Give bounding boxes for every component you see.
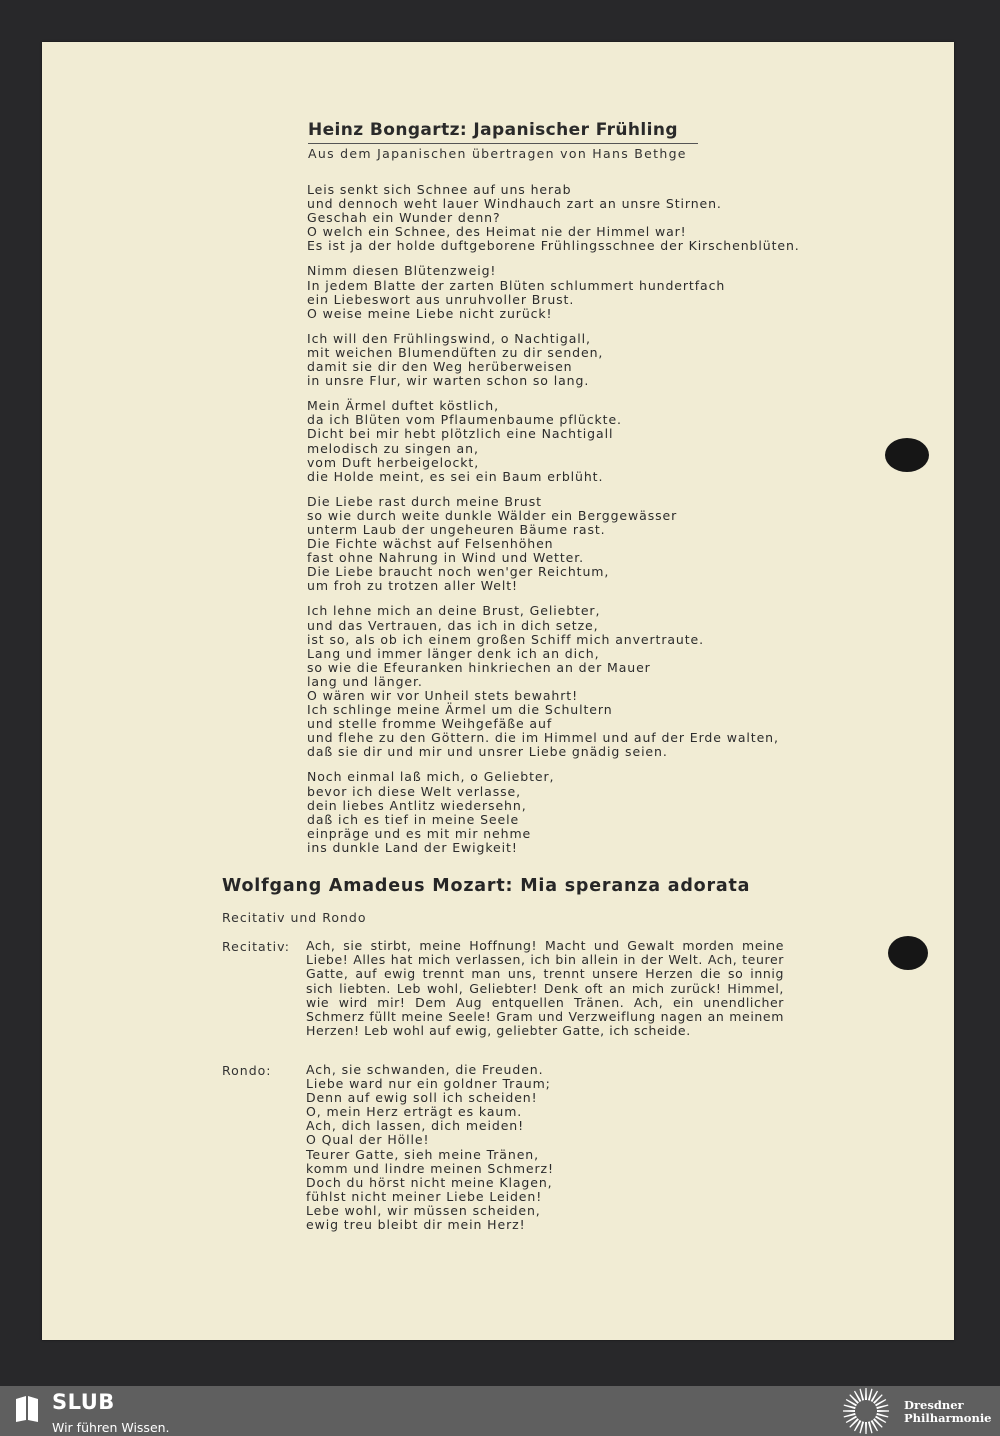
section-title-bongartz: Heinz Bongartz: Japanischer Frühling [308,120,678,140]
poem-line: Es ist ja der holde duftgeborene Frühlingsschnee der Kirschenblüten. [307,238,800,254]
poem-line: Nimm diesen Blütenzweig! [307,263,497,279]
poem-line: damit sie dir den Weg herüberweisen [307,359,573,375]
poem-line: ist so, als ob ich einem großen Schiff mich anvertraute. [307,631,705,647]
poem-line: da ich Blüten vom Pflaumenbaume pflückte. [307,412,622,428]
poem-line: und stelle fromme Weihgefäße auf [307,716,553,732]
poem-line: Lang und immer länger denk ich an dich, [307,645,600,661]
rondo-line: ewig treu bleibt dir mein Herz! [306,1217,526,1233]
poem-stanza [307,399,907,484]
poem-line: Die Liebe braucht noch wen'ger Reichtum, [307,564,610,580]
rondo-line: Liebe ward nur ein goldner Traum; [306,1076,551,1092]
poem-line: Ich schlinge meine Ärmel um die Schultern [307,702,613,718]
rondo-text [306,1063,706,1232]
poem-line: Ich will den Frühlingswind, o Nachtigall, [307,330,591,346]
sunburst-logo-icon[interactable] [840,1386,892,1436]
rondo-label: Rondo: [222,1063,272,1078]
poem-line: O wären wir vor Unheil stets bewahrt! [307,688,578,703]
poem-stanza [307,183,907,253]
poem-line: Die Fichte wächst auf Felsenhöhen [307,536,554,552]
document-page [42,42,954,1340]
poem-line: und dennoch weht lauer Windhauch zart an unsre Stirnen. [307,196,722,212]
poem-line: ins dunkle Land der Ewigkeit! [307,839,518,855]
poem-line: Geschah ein Wunder denn? [307,210,501,226]
poem-line: Mein Ärmel duftet köstlich, [307,398,500,414]
poem-line: um froh zu trotzen aller Welt! [307,578,518,594]
poem-stanza [307,604,907,759]
poem-line: Dicht bei mir hebt plötzlich eine Nachtigall [307,426,614,442]
poem-line: O weise meine Liebe nicht zurück! [307,305,553,321]
poem-line: dein liebes Antlitz wiedersehn, [307,797,527,813]
rondo-line: Ach, sie schwanden, die Freuden. [306,1062,544,1077]
rondo-line: O, mein Herz erträgt es kaum. [306,1104,523,1120]
recitativ-label: Recitativ: [222,939,291,954]
rondo-line: O Qual der Hölle! [306,1132,430,1148]
poem-stanza [307,770,907,855]
partner-logo-text[interactable]: Dresdner Philharmonie [904,1398,992,1425]
rondo-line: Doch du hörst nicht meine Klagen, [306,1174,553,1190]
poem-line: Die Liebe rast durch meine Brust [307,493,542,509]
footer-bar [0,1386,1000,1436]
poem-stanza [307,495,907,594]
punch-hole [888,936,928,970]
poem-line: daß ich es tief in meine Seele [307,811,520,827]
section-subtitle-bongartz: Aus dem Japanischen übertragen von Hans Bethge [308,146,687,161]
rondo-line: Lebe wohl, wir müssen scheiden, [306,1202,541,1218]
rondo-line: Ach, dich lassen, dich meiden! [306,1118,525,1134]
poem-line: bevor ich diese Welt verlasse, [307,783,522,799]
section-subtitle-mozart: Recitativ und Rondo [222,910,367,925]
rondo-line: Denn auf ewig soll ich scheiden! [306,1090,538,1106]
poem-line: einpräge und es mit mir nehme [307,825,532,841]
poem-text [307,183,907,866]
slub-logo-text[interactable]: SLUB [52,1390,115,1414]
poem-line: melodisch zu singen an, [307,440,479,456]
poem-line: Noch einmal laß mich, o Geliebter, [307,769,555,785]
rondo-line: komm und lindre meinen Schmerz! [306,1160,554,1176]
poem-line: ein Liebeswort aus unruhvoller Brust. [307,291,575,307]
poem-line: so wie die Efeuranken hinkriechen an der Mauer [307,659,651,675]
poem-line: unterm Laub der ungeheuren Bäume rast. [307,521,606,537]
rondo-line: Teurer Gatte, sieh meine Tränen, [306,1146,539,1162]
poem-line: vom Duft herbeigelockt, [307,454,480,470]
slub-tagline: Wir führen Wissen. [52,1420,170,1435]
poem-line: Leis senkt sich Schnee auf uns herab [307,182,572,197]
rondo-line: fühlst nicht meiner Liebe Leiden! [306,1188,543,1204]
poem-line: so wie durch weite dunkle Wälder ein Berggewässer [307,507,678,523]
poem-line: O welch ein Schnee, des Heimat nie der Himmel war! [307,224,687,240]
poem-line: mit weichen Blumendüften zu dir senden, [307,344,604,360]
book-icon [14,1395,40,1423]
poem-line: fast ohne Nahrung in Wind und Wetter. [307,550,585,566]
poem-line: und flehe zu den Göttern. die im Himmel und auf der Erde walten, [307,730,779,746]
poem-line: lang und länger. [307,673,423,689]
title-underline [308,143,698,144]
poem-line: Ich lehne mich an deine Brust, Geliebter, [307,603,601,619]
recitativ-text: Ach, sie stirbt, meine Hoffnung! Macht und Gewalt morden meine Liebe! Alles hat mich verlassen, ich bin allein in der Welt. Ach, teurer Gatte, auf ewig trennt man uns, trennt unsere Herzen die so innig sich liebten. Leb wohl, Geliebter! Denk oft an mich zurück! Himmel, wie wird mir! Dem Aug entquellen Tränen. Ach, ein unendlicher Schmerz füllt meine Seele! Gram und Verzweiflung nagen an meinem Herzen! Leb wohl auf ewig, geliebter Gatte, ich scheide. [306,938,784,1039]
poem-stanza [307,332,907,388]
poem-line: die Holde meint, es sei ein Baum erblüht. [307,468,604,484]
section-title-mozart: Wolfgang Amadeus Mozart: Mia speranza adorata [222,876,751,896]
poem-line: und das Vertrauen, das ich in dich setze, [307,617,599,633]
poem-line: daß sie dir und mir und unsrer Liebe gnädig seien. [307,744,668,760]
poem-line: In jedem Blatte der zarten Blüten schlummert hundertfach [307,277,726,293]
poem-stanza [307,264,907,320]
poem-line: in unsre Flur, wir warten schon so lang. [307,373,590,389]
